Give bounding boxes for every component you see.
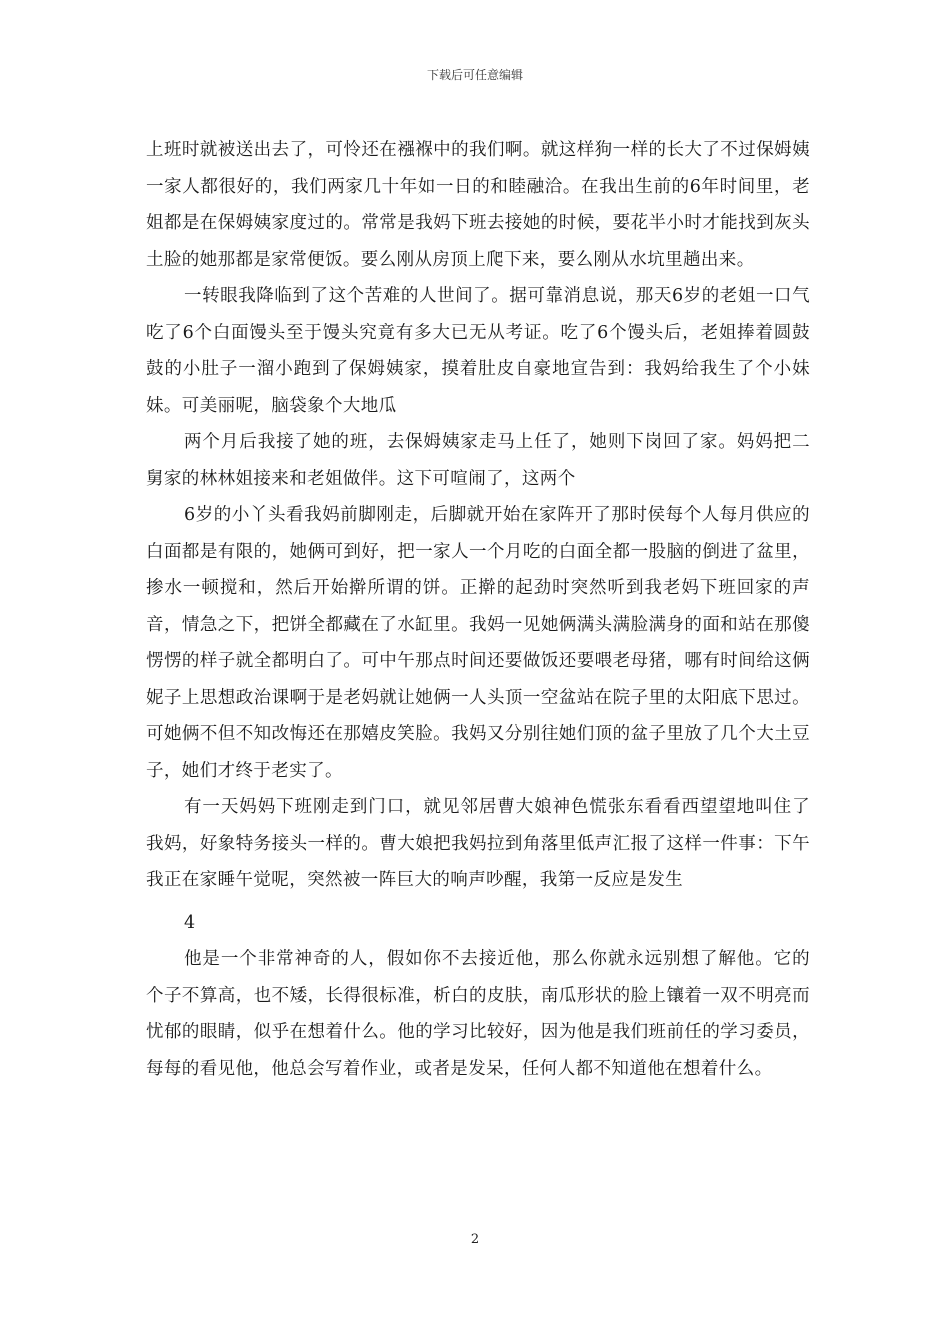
section-number: 4 [184,912,196,933]
paragraph: 他是一个非常神奇的人，假如你不去接近他，那么你就永远别想了解他。它的个子不算高，也不矮，长得很标准，析白的皮肤，南瓜形状的脸上镶着一双不明亮而忧郁的眼睛，似乎在想着什么。他的学习比较好，因为他是我们班前任的学习委员，每每的看见他，他总会写着作业，或者是发呆，任何人都不知道他在想着什么。 [146,949,810,1079]
paragraph: 6岁的小丫头看我妈前脚刚走，后脚就开始在家阵开了那时侯每个人每月供应的白面都是有限的，她俩可到好，把一家人一个月吃的白面全都一股脑的倒进了盆里，掺水一顿搅和，然后开始擀所谓的饼。正擀的起劲时突然听到我老妈下班回家的声音，情急之下，把饼全都藏在了水缸里。我妈一见她俩满头满脸满身的面和站在那傻愣愣的样子就全都明白了。可中午那点时间还要做饭还要喂老母猪，哪有时间给这俩妮子上思想政治课啊于是老妈就让她俩一人头顶一空盆站在院子里的太阳底下思过。可她俩不但不知改悔还在那嬉皮笑脸。我妈又分别往她们顶的盆子里放了几个大土豆子，她们才终于老实了。 [146,505,810,781]
paragraph: 有一天妈妈下班刚走到门口，就见邻居曹大娘神色慌张东看看西望望地叫住了我妈，好象特务接头一样的。曹大娘把我妈拉到角落里低声汇报了这样一件事：下午我正在家睡午觉呢，突然被一阵巨大的响声吵醒，我第一反应是发生 [146,797,810,890]
page-number: 2 [470,1232,480,1247]
document-body [146,132,810,1087]
paragraph: 上班时就被送出去了，可怜还在襁褓中的我们啊。就这样狗一样的长大了不过保姆姨一家人都很好的，我们两家几十年如一日的和睦融洽。在我出生前的6年时间里，老姐都是在保姆姨家度过的。常常是我妈下班去接她的时候，要花半小时才能找到灰头土脸的她那都是家常便饭。要么刚从房顶上爬下来，要么刚从水坑里趟出来。 [146,140,810,270]
paragraph: 一转眼我降临到了这个苦难的人世间了。据可靠消息说，那天6岁的老姐一口气吃了6个白面馒头至于馒头究竟有多大已无从考证。吃了6个馒头后，老姐捧着圆鼓鼓的小肚子一溜小跑到了保姆姨家，摸着肚皮自豪地宣告到：我妈给我生了个小妹妹。可美丽呢，脑袋象个大地瓜 [146,286,810,416]
paragraph: 两个月后我接了她的班，去保姆姨家走马上任了，她则下岗回了家。妈妈把二舅家的林林姐接来和老姐做伴。这下可喧闹了，这两个 [146,432,810,489]
page-header: 下载后可任意编辑 [426,68,523,82]
